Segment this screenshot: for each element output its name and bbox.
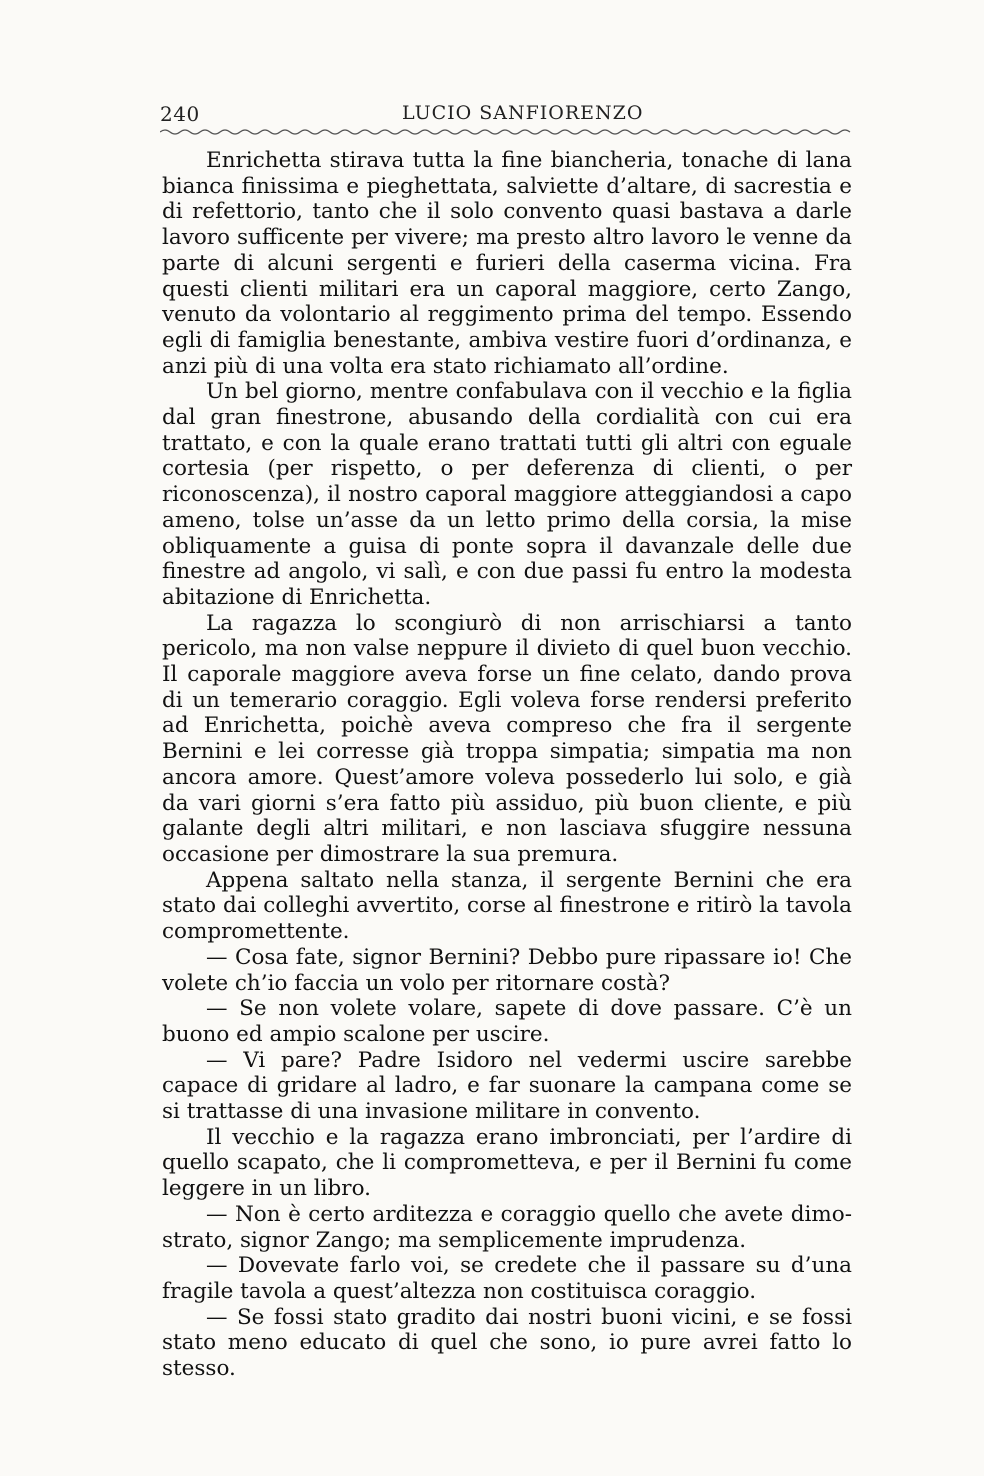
paragraph: — Vi pare? Padre Isidoro nel vedermi uscire sarebbe capace di gridare al ladro, e far suonare la campana come se si trattasse di una invasione militare in convento.: [162, 1047, 852, 1125]
paragraph: — Se non volete volare, sapete di dove passare. C’è un buono ed ampio scalone per uscire.: [162, 996, 852, 1047]
paragraph: — Non è certo arditezza e coraggio quello che avete dimostrato, signor Zango; ma semplicemente imprudenza.: [162, 1201, 852, 1253]
paragraph: — Cosa fate, signor Bernini? Debbo pure ripassare io! Che volete ch’io faccia un volo per ritornare costà?: [162, 944, 852, 996]
paragraph: Un bel giorno, mentre confabulava con il vecchio e la figlia dal gran finestrone, abusando della cordialità con cui era trattato, e con la quale erano trattati tutti gli altri con eguale cortesia (per rispetto, o per deferenza di clienti, o per riconoscenza), il nostro caporal maggiore atteggiandosi a capo ameno, tolse un’asse da un letto primo della corsia, la mise obliquamente a guisa di ponte sopra il davanzale delle due finestre ad angolo, vi salì, e con due passi fu entro la modesta abitazione di Enrichetta.: [162, 379, 852, 610]
paragraph: Appena saltato nella stanza, il sergente Bernini che era stato dai colleghi avvertito, corse al finestrone e ritirò la tavola compromettente.: [162, 867, 852, 945]
header-wavy-rule: [160, 128, 854, 136]
paragraph: La ragazza lo scongiurò di non arrischiarsi a tanto pericolo, ma non valse neppure il divieto di quel buon vecchio. Il caporale maggiore aveva forse un fine celato, dando prova di un temerario coraggio. Egli voleva forse rendersi preferito ad Enrichetta, poichè aveva compreso che fra il sergente Bernini e lei corresse già troppa simpatia; simpatia ma non ancora amore. Quest’amore voleva possederlo lui solo, e già da vari giorni s’era fatto più assiduo, più buon cliente, e più galante degli altri militari, e non lasciava sfuggire nessuna occasione per dimostrare la sua premura.: [162, 610, 852, 867]
paragraph: Enrichetta stirava tutta la fine biancheria, tonache di lana bianca finissima e pieghettata, salviette d’altare, di sacrestia e di refettorio, tanto che il solo convento quasi bastava a darle lavoro sufficente per vivere; ma presto altro lavoro le venne da parte di alcuni sergenti e furieri della caserma vicina. Fra questi clienti militari era un caporal maggiore, certo Zango, venuto da volontario al reggimento prima del tempo. Essendo egli di famiglia benestante, ambiva vestire fuori d’ordinanza, e anzi più di una volta era stato richiamato all’ordine.: [162, 148, 852, 379]
paragraph: — Se fossi stato gradito dai nostri buoni vicini, e se fossi stato meno educato di quel che sono, io pure avrei fatto lo stesso.: [162, 1304, 852, 1382]
body-text: [162, 148, 852, 1382]
paragraph: Il vecchio e la ragazza erano imbronciati, per l’ardire di quello scapato, che li comprometteva, e per il Bernini fu come leggere in un libro.: [162, 1124, 852, 1202]
page-number: 240: [160, 102, 200, 126]
page-header: [160, 102, 854, 130]
paragraph: — Dovevate farlo voi, se credete che il passare su d’una fragile tavola a quest’altezza non costituisca coraggio.: [162, 1253, 852, 1304]
running-title: LUCIO SANFIORENZO: [402, 102, 644, 124]
